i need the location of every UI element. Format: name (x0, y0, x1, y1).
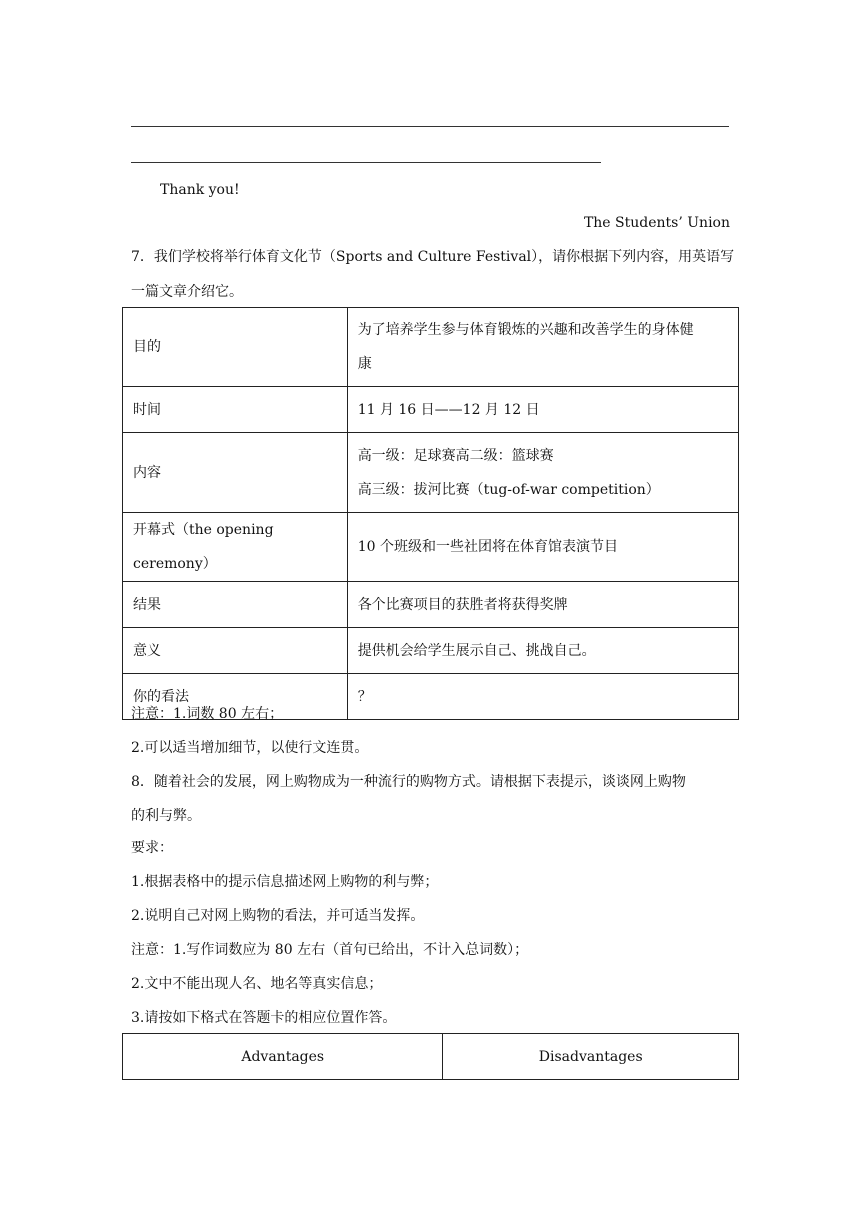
row-value-time: 11 月 16 日——12 月 12 日 (347, 387, 738, 433)
row-value-opening: 10 个班级和一些社团将在体育馆表演节目 (347, 513, 738, 582)
answer-line[interactable] (131, 126, 729, 127)
row-value-line: 高一级：足球赛高二级：篮球赛 (357, 447, 554, 464)
table-row (123, 513, 739, 582)
row-value-line: 为了培养学生参与体育锻炼的兴趣和改善学生的身体健 (357, 322, 694, 338)
q8-note3: 3.请按如下格式在答题卡的相应位置作答。 (131, 1010, 397, 1026)
q7-prompt-line1: 7．我们学校将举行体育文化节（Sports and Culture Festival），请你根据下列内容，用英语写 (131, 249, 735, 265)
row-value-content (347, 433, 738, 513)
q7-note1: 注意：1.词数 80 左右； (131, 706, 284, 722)
q8-note2: 2.文中不能出现人名、地名等真实信息； (131, 976, 383, 992)
table-row (123, 387, 739, 433)
row-label-meaning: 意义 (123, 628, 348, 674)
row-label-content: 内容 (123, 433, 348, 513)
row-label-purpose: 目的 (123, 308, 348, 387)
header-advantages: Advantages (123, 1034, 443, 1080)
closing-signature: The Students’ Union (583, 215, 730, 231)
q7-table (122, 307, 739, 720)
q8-note1: 注意：1.写作词数应为 80 左右（首句已给出，不计入总词数）； (131, 942, 529, 958)
row-label-opening: 开幕式（the opening ceremony） (123, 513, 348, 582)
closing-thanks: Thank you! (160, 182, 240, 198)
table-row (123, 308, 739, 387)
table-row (123, 628, 739, 674)
q8-prompt-line2: 的利与弊。 (131, 808, 201, 824)
row-value-result: 各个比赛项目的获胜者将获得奖牌 (347, 582, 738, 628)
table-row (123, 433, 739, 513)
row-value-purpose (347, 308, 738, 387)
row-label-time: 时间 (123, 387, 348, 433)
q8-req1: 1.根据表格中的提示信息描述网上购物的利与弊； (131, 874, 439, 890)
row-value-line: 康 (357, 356, 372, 372)
row-value-line: 高三级：拔河比赛（tug-of-war competition） (357, 481, 660, 498)
q7-prompt-line2: 一篇文章介绍它。 (131, 284, 243, 300)
row-value-opinion: ？ (347, 674, 738, 720)
answer-line[interactable] (131, 162, 601, 163)
table-row (123, 582, 739, 628)
q8-req2: 2.说明自己对网上购物的看法，并可适当发挥。 (131, 908, 425, 924)
row-value-meaning: 提供机会给学生展示自己、挑战自己。 (347, 628, 738, 674)
row-label-opinion: 你的看法 (123, 674, 348, 720)
table-row (123, 1034, 739, 1080)
q8-prompt-line1: 8．随着社会的发展，网上购物成为一种流行的购物方式。请根据下表提示，谈谈网上购物 (131, 774, 686, 790)
q7-note2: 2.可以适当增加细节，以使行文连贯。 (131, 740, 369, 756)
q8-req-title: 要求： (131, 840, 173, 856)
header-disadvantages: Disadvantages (443, 1034, 739, 1080)
q8-table (122, 1033, 739, 1080)
row-label-result: 结果 (123, 582, 348, 628)
